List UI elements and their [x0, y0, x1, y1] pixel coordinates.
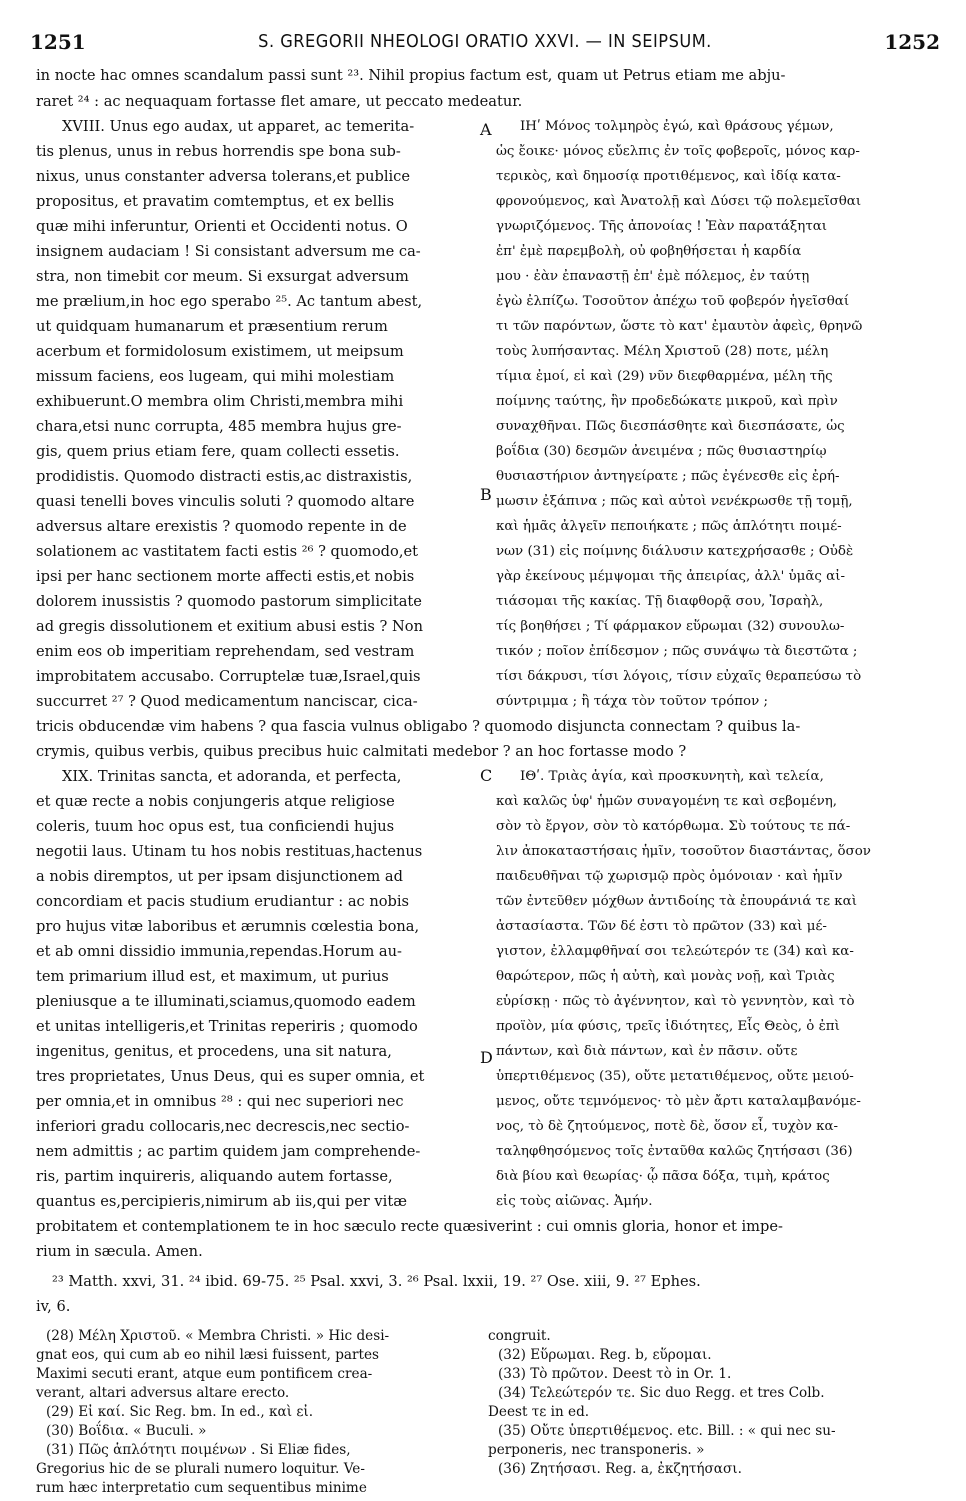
greek-line: τικόν ; ποῖον ἐπίδεσμον ; πῶς συνάψω τὰ διεστῶτα ; — [496, 644, 858, 659]
footnote-line: Deest τε in ed. — [488, 1404, 590, 1420]
greek-line: γιστον, ἐλλαμφθῆναί σοι τελεώτερόν τε (34) καὶ κα- — [496, 944, 854, 959]
greek-line: τῶν ἐντεῦθεν μόχθων ἀντιδοίης τὰ ἐπουράνιά τε καὶ — [496, 894, 857, 909]
latin-line: solationem ac vastitatem facti estis ²⁶ ? quomodo,et — [36, 543, 418, 560]
latin-line: ris, partim inquireris, aliquando autem fortasse, — [36, 1168, 393, 1185]
greek-line: τίς βοηθήσει ; Τί φάρμακον εὕρωμαι (32) συνουλω- — [496, 619, 845, 634]
latin-line: me prælium,in hoc ego sperabo ²⁵. Ac tantum abest, — [36, 293, 423, 310]
greek-line: καὶ καλῶς ὑφ' ἡμῶν συναγομένη τε καὶ σεβομένη, — [496, 794, 838, 809]
scripture-references: iv, 6. — [36, 1298, 71, 1315]
footnote-line: Gregorius hic de se plurali numero loquitur. Ve- — [36, 1461, 365, 1477]
footnote-line: (28) Μέλη Χριστοῦ. « Membra Christi. » Hic desi- — [46, 1328, 390, 1344]
greek-line: ἐπ' ἐμὲ παρεμβολὴ, οὐ φοβηθήσεται ἡ καρδία — [496, 244, 802, 259]
greek-line: γὰρ ἐκείνους μέμψομαι τῆς ἀπειρίας, ἀλλ' ὑμᾶς αἰ- — [496, 569, 845, 584]
greek-line: ἐγὼ ἐλπίζω. Τοσοῦτον ἀπέχω τοῦ φοβερόν ἡγεῖσθαί — [496, 294, 850, 309]
latin-line: et quæ recte a nobis conjungeris atque religiose — [36, 793, 395, 810]
latin-line: prodidistis. Quomodo distracti estis,ac distraxistis, — [36, 468, 413, 485]
footnote-line: rum hæc interpretatio cum sequentibus minime — [36, 1480, 367, 1496]
footnote-line: perponeris, nec transponeris. » — [488, 1442, 705, 1458]
greek-line: τοὺς λυπήσαντας. Μέλη Χριστοῦ (28) ποτε, μέλη — [496, 344, 829, 359]
greek-line: τι τῶν παρόντων, ὥστε τὸ κατ' ἐμαυτὸν ἀφεὶς, θρηνῶ — [496, 319, 863, 334]
intro-line: in nocte hac omnes scandalum passi sunt ²³. Nihil propius factum est, quam ut Petrus etiam me abju- — [36, 67, 786, 84]
page-number-left: 1251 — [30, 30, 86, 54]
running-header — [30, 30, 940, 60]
greek-line: θυσιαστήριον ἀντηγείρατε ; πῶς ἐγένεσθε εἰς ἐρή- — [496, 469, 840, 484]
latin-line: XVIII. Unus ego audax, ut apparet, ac temerita- — [62, 118, 415, 135]
latin-line: improbitatem accusabo. Corruptelæ tuæ,Israel,quis — [36, 668, 421, 685]
greek-line: τιάσομαι τῆς κακίας. Τῇ διαφθορᾷ σου, Ἰσραὴλ, — [496, 594, 824, 609]
greek-line: καὶ ἡμᾶς ἀλγεῖν πεποιήκατε ; πῶς ἁπλότητι ποιμέ- — [496, 519, 842, 534]
footnote-line: congruit. — [488, 1328, 551, 1344]
footnote-line: (35) Οὔτε ὑπερτιθέμενος. etc. Bill. : « qui nec su- — [498, 1423, 836, 1439]
greek-line: διὰ βίου καὶ θεωρίας· ᾧ πᾶσα δόξα, τιμὴ, κράτος — [496, 1169, 830, 1184]
greek-line: εὑρίσκῃ · πῶς τὸ ἀγέννητον, καὶ τὸ γεννητὸν, καὶ τὸ — [496, 994, 855, 1009]
greek-line: θαρώτερον, πῶς ἡ αὐτὴ, καὶ μονὰς νοῇ, καὶ Τριὰς — [496, 969, 835, 984]
latin-line: quæ mihi inferuntur, Orienti et Occidenti notus. O — [36, 218, 408, 235]
greek-line: συναχθῆναι. Πῶς διεσπάσθητε καὶ διεσπάσατε, ὡς — [496, 419, 845, 434]
greek-line: ΙΗʹ Μόνος τολμηρὸς ἐγώ, καὶ θράσους γέμων, — [520, 119, 834, 134]
greek-line: γνωριζόμενος. Τῆς ἀπονοίας ! Ἐὰν παρατάξηται — [496, 219, 828, 234]
footnote-line: (30) Βοΐδια. « Buculi. » — [46, 1423, 207, 1439]
greek-line: εἰς τοὺς αἰῶνας. Ἀμήν. — [496, 1194, 653, 1209]
margin-marker-d: D — [480, 1048, 493, 1067]
footnote-line: (36) Ζητήσασι. Reg. a, ἐκζητήσασι. — [498, 1461, 742, 1477]
greek-line: ΙΘʹ. Τριὰς ἁγία, καὶ προσκυνητὴ, καὶ τελεία, — [520, 769, 824, 784]
latin-line: chara,etsi nunc corrupta, 485 membra hujus gre- — [36, 418, 402, 435]
greek-line: πάντων, καὶ διὰ πάντων, καὶ ἐν πᾶσιν. οὔτε — [496, 1044, 798, 1059]
greek-line: ὡς ἔοικε· μόνος εὔελπις ἐν τοῖς φοβεροῖς, μόνος καρ- — [496, 144, 860, 159]
greek-line: ποίμνης ταύτης, ἣν προδεδώκατε μικροῦ, καὶ πρὶν — [496, 394, 838, 409]
footnote-line: (31) Πῶς ἁπλότητι ποιμένων . Si Eliæ fides, — [46, 1442, 351, 1458]
latin-line: ipsi per hanc sectionem morte affecti estis,et nobis — [36, 568, 415, 585]
greek-line: μενος, οὔτε τεμνόμενος· τὸ μὲν ἄρτι καταλαμβανόμε- — [496, 1094, 861, 1109]
full-width-line: tricis obducendæ vim habens ? qua fascia vulnus obligabo ? quomodo disjuncta connectam ? quibus la- — [36, 718, 801, 735]
latin-line: acerbum et formidolosum existimem, ut meipsum — [36, 343, 404, 360]
greek-line: τίμια ἐμοί, εἰ καὶ (29) νῦν διεφθαρμένα, μέλη τῆς — [496, 369, 833, 384]
greek-line: τίσι δάκρυσι, τίσι λόγοις, τίσιν εὐχαῖς θεραπεύσω τὸ — [496, 669, 862, 684]
latin-line: tis plenus, unus in rebus horrendis spe bona sub- — [36, 143, 401, 160]
footnote-line: (32) Εὕρωμαι. Reg. b, εὕρομαι. — [498, 1347, 712, 1363]
latin-line: ad gregis dissolutionem et exitium abusi estis ? Non — [36, 618, 423, 635]
greek-line: τερικὸς, καὶ δημοσίᾳ προτιθέμενος, καὶ ἰδίᾳ κατα- — [496, 169, 841, 184]
intro-line: raret ²⁴ : ac nequaquam fortasse flet amare, ut peccato medeatur. — [36, 93, 523, 110]
latin-line: stra, non timebit cor meum. Si exsurgat adversum — [36, 268, 409, 285]
greek-line: σὸν τὸ ἔργον, σὸν τὸ κατόρθωμα. Σὺ τούτους τε πά- — [496, 819, 851, 834]
greek-line: μου · ἐὰν ἐπαναστῇ ἐπ' ἐμὲ πόλεμος, ἐν ταύτῃ — [496, 269, 810, 284]
latin-line: concordiam et pacis studium erudiantur : ac nobis — [36, 893, 410, 910]
latin-line: inferiori gradu collocaris,nec decrescis,nec sectio- — [36, 1118, 410, 1135]
running-title: S. GREGORII NHEOLOGI ORATIO XXVI. — IN SEIPSUM. — [258, 31, 712, 52]
footnote-line: verant, altari adversus altare erecto. — [36, 1385, 290, 1401]
page-number-right: 1252 — [884, 30, 940, 54]
greek-line: βοΐδια (30) δεσμῶν ἀνειμένα ; πῶς θυσιαστηρίῳ — [496, 444, 827, 459]
greek-line: ἀστασίαστα. Τῶν δέ ἐστι τὸ πρῶτον (33) καὶ μέ- — [496, 919, 827, 934]
latin-line: missum faciens, eos lugeam, qui mihi molestiam — [36, 368, 395, 385]
greek-line: προϊὸν, μία φύσις, τρεῖς ἰδιότητες, Εἷς Θεὸς, ὁ ἐπὶ — [496, 1019, 840, 1034]
margin-marker-a: A — [480, 120, 492, 139]
scripture-references: ²³ Matth. xxvi, 31. ²⁴ ibid. 69-75. ²⁵ Psal. xxvi, 3. ²⁶ Psal. lxxii, 19. ²⁷ Ose. xiii, 9. ²⁷ Ephes. — [52, 1273, 701, 1290]
footnote-line: (29) Εἰ καί. Sic Reg. bm. In ed., καὶ εἰ. — [46, 1404, 314, 1420]
latin-line: succurret ²⁷ ? Quod medicamentum nanciscar, cica- — [36, 693, 418, 710]
greek-line: μωσιν ἐξάπινα ; πῶς καὶ αὐτοὶ νενέκρωσθε τῇ τομῇ, — [496, 494, 853, 509]
greek-line: νων (31) εἰς ποίμνης διάλυσιν κατεχρήσασθε ; Οὐδὲ — [496, 544, 854, 559]
greek-line: φρονούμενος, καὶ Ἀνατολῇ καὶ Δύσει τῷ πολεμεῖσθαι — [496, 194, 862, 209]
latin-line: exhibuerunt.O membra olim Christi,membra mihi — [36, 393, 404, 410]
latin-line: et ab omni dissidio immunia,rependas.Horum au- — [36, 943, 402, 960]
latin-line: gis, quem prius etiam fere, quam collecti essetis. — [36, 443, 400, 460]
full-width-line: probitatem et contemplationem te in hoc sæculo recte quæsiverint : cui omnis gloria, honor et impe- — [36, 1218, 783, 1235]
full-width-line: rium in sæcula. Amen. — [36, 1243, 203, 1260]
latin-line: insignem audaciam ! Si consistant adversum me ca- — [36, 243, 421, 260]
latin-line: negotii laus. Utinam tu hos nobis restituas,hactenus — [36, 843, 423, 860]
latin-line: dolorem inussistis ? quomodo pastorum simplicitate — [36, 593, 422, 610]
full-width-line: crymis, quibus verbis, quibus precibus huic calmitati medebor ? an hoc fortasse modo ? — [36, 743, 687, 760]
footnote-line: (33) Τὸ πρῶτον. Deest τὸ in Or. 1. — [498, 1366, 732, 1382]
latin-line: pro hujus vitæ laboribus et ærumnis cœlestia bona, — [36, 918, 420, 935]
latin-line: pleniusque a te illuminati,sciamus,quomodo eadem — [36, 993, 416, 1010]
footnote-line: Maximi secuti erant, atque eum pontificem crea- — [36, 1366, 373, 1382]
latin-line: quantus es,percipieris,nimirum ab iis,qui per vitæ — [36, 1193, 407, 1210]
latin-line: ut quidquam humanarum et præsentium rerum — [36, 318, 388, 335]
latin-line: enim eos ob imperitiam reprehendam, sed vestram — [36, 643, 415, 660]
latin-line: ingenitus, genitus, et procedens, una sit natura, — [36, 1043, 392, 1060]
latin-line: XIX. Trinitas sancta, et adoranda, et perfecta, — [62, 768, 402, 785]
latin-line: tem primarium illud est, et maximum, ut purius — [36, 968, 389, 985]
greek-line: νος, τὸ δὲ ζητούμενος, ποτὲ δὲ, ὅσον εἶ, τυχὸν κα- — [496, 1119, 839, 1134]
greek-line: ὑπερτιθέμενος (35), οὔτε μετατιθέμενος, οὔτε μειού- — [496, 1069, 854, 1084]
latin-line: nem admittis ; ac partim quidem jam comprehende- — [36, 1143, 421, 1160]
latin-line: propositus, et pravatim comtemptus, et ex bellis — [36, 193, 395, 210]
greek-line: ταληφθησόμενος τοῖς ἐνταῦθα καλῶς ζητήσασι (36) — [496, 1144, 853, 1159]
margin-marker-b: B — [480, 485, 492, 504]
latin-line: tres proprietates, Unus Deus, qui es super omnia, et — [36, 1068, 425, 1085]
greek-line: παιδευθῆναι τῷ χωρισμῷ πρὸς ὁμόνοιαν · καὶ ἡμῖν — [496, 869, 843, 884]
latin-line: quasi tenelli boves vinculis soluti ? quomodo altare — [36, 493, 415, 510]
greek-line: λιν ἀποκαταστήσαις ἡμῖν, τοσοῦτον διαστάντας, ὅσον — [496, 844, 871, 859]
latin-line: et unitas intelligeris,et Trinitas reperiris ; quomodo — [36, 1018, 418, 1035]
latin-line: a nobis diremptos, ut per ipsam disjunctionem ad — [36, 868, 403, 885]
latin-line: coleris, tuum hoc opus est, tua conficiendi hujus — [36, 818, 395, 835]
greek-line: σύντριμμα ; ἢ τάχα τὸν τοῦτον τρόπον ; — [496, 694, 769, 709]
margin-marker-c: C — [480, 766, 493, 785]
footnote-line: (34) Τελεώτερόν τε. Sic duo Regg. et tres Colb. — [498, 1385, 825, 1401]
latin-line: per omnia,et in omnibus ²⁸ : qui nec superiori nec — [36, 1093, 404, 1110]
latin-line: nixus, unus constanter adversa tolerans,et publice — [36, 168, 410, 185]
latin-line: adversus altare erexistis ? quomodo repente in de — [36, 518, 407, 535]
footnote-line: gnat eos, qui cum ab eo nihil læsi fuissent, partes — [36, 1347, 379, 1363]
